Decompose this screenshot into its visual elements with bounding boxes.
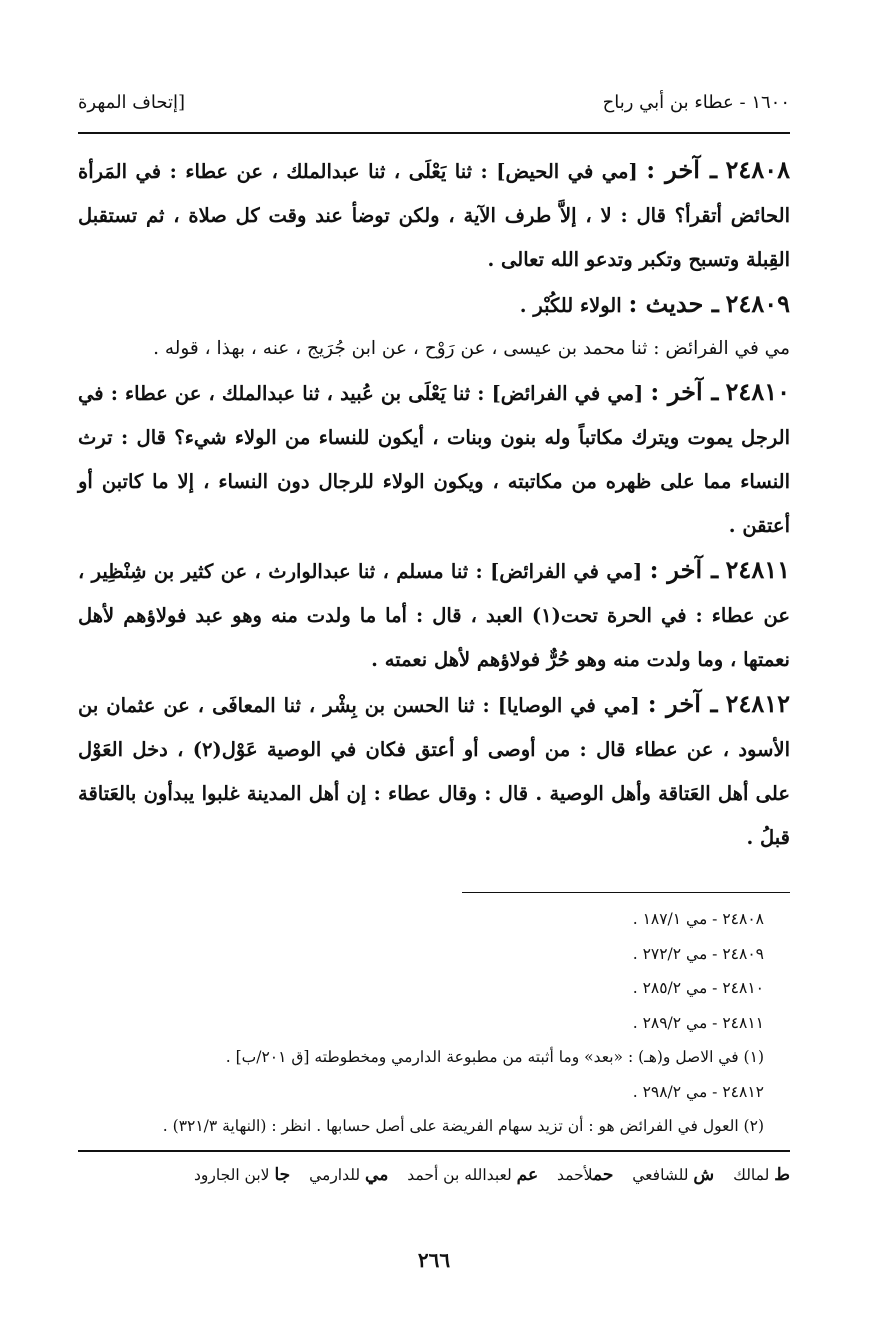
entry-text: [مي في الفرائض] : ثنا مسلم ، ثنا عبدالوارث ، عن كثير بن شِنْظِير ، عن عطاء : في الحرة تحت(١) العبد ، قال : أما ما ولدت منه وهو عبد فولاؤهم لأهل نعمتها ، وما ولدت منه وهو حُرٌّ فولاؤهم لأهل نعمته . [78, 560, 791, 671]
hadith-entry [78, 148, 790, 282]
header-book-title: [إتحاف المهرة [78, 91, 186, 113]
header-rule [78, 132, 790, 134]
sigla-item [309, 1166, 388, 1184]
hadith-entry [78, 328, 790, 370]
entry-kind: ـ آخر : [650, 377, 719, 406]
entry-text: [مي في الوصايا] : ثنا الحسن بن بِشْر ، ثنا المعافَى ، عن عثمان بن الأسود ، عن عطاء قال : من أوصى أو أعتق فكان في الوصية عَوْل(٢) ، دخل العَوْل على أهل العَتاقة وأهل الوصية . قال : وقال عطاء : إن أهل المدينة غلبوا يبدأون بالعَتاقة قبلُ . [78, 694, 790, 849]
header-title: ١٦٠٠ - عطاء بن أبي رباح [602, 91, 790, 113]
sigla-abbr: عم [516, 1165, 539, 1185]
footnotes [78, 902, 790, 1144]
hadith-entry [78, 370, 790, 548]
footnote-line: ٢٤٨٠٩ - مي ٢٧٢/٢ . [632, 944, 764, 963]
sigla-label: لمالك [733, 1166, 770, 1184]
entry-text: الولاء للكُبْر . [519, 294, 629, 317]
page-number: ٢٦٦ [417, 1248, 451, 1272]
document-page [78, 84, 790, 1284]
entry-kind: ـ آخر : [649, 555, 719, 584]
sigla-label: للشافعي [632, 1166, 689, 1184]
sigla-abbr: حم [592, 1165, 614, 1185]
sigla-label: لابن الجارود [194, 1166, 270, 1184]
running-header [78, 84, 790, 120]
sigla-label: لعبدالله بن أحمد [407, 1166, 512, 1184]
footnote-line: ٢٤٨١٢ - مي ٢٩٨/٢ . [632, 1082, 764, 1101]
footnote-line: ٢٤٨١١ - مي ٢٨٩/٢ . [632, 1013, 764, 1032]
footnote-line: ٢٤٨٠٨ - مي ١٨٧/١ . [632, 910, 764, 928]
sigla-abbr: ط [774, 1165, 790, 1185]
entry-number: ٢٤٨١٠ [725, 377, 790, 406]
sigla-item [407, 1166, 538, 1184]
sigla-abbr: مي [365, 1165, 389, 1185]
hadith-entry [78, 548, 790, 682]
sigla-item [194, 1166, 290, 1184]
entry-text: مي في الفرائض : ثنا محمد بن عيسى ، عن رَوْح ، عن ابن جُرَيج ، عنه ، بهذا ، قوله . [153, 338, 790, 359]
hadith-entry [78, 682, 790, 860]
footnote-line: (٢) العول في الفرائض هو : أن تزيد سهام الفريضة على أصل حسابها . انظر : (النهاية ٣٢١/٣) . [162, 1117, 764, 1135]
footnote-line: ٢٤٨١٠ - مي ٢٨٥/٢ . [632, 979, 764, 997]
entry-number: ٢٤٨٠٨ [725, 155, 790, 184]
footnote-rule [462, 892, 790, 893]
sigla-abbr: جا [274, 1165, 291, 1185]
entry-kind: ـ حديث : [628, 289, 719, 318]
footnote-line: (١) في الاصل و(هـ) : «بعد» وما أثبته من مطبوعة الدارمي ومخطوطته [ق ٢٠١/ب] . [225, 1048, 764, 1066]
entry-number: ٢٤٨١٢ [725, 689, 790, 718]
sigla-label: لأحمد [557, 1166, 593, 1184]
sigla-item [733, 1166, 790, 1184]
sigla-item [557, 1166, 613, 1184]
sigla-key [78, 1160, 790, 1190]
hadith-entry [78, 282, 790, 328]
sigla-label: للدارمي [309, 1166, 361, 1184]
bottom-rule [78, 1150, 790, 1152]
sigla-item [632, 1166, 714, 1184]
entry-text: [مي في الفرائض] : ثنا يَعْلَى بن عُبيد ، ثنا عبدالملك ، عن عطاء : في الرجل يموت ويترك مكاتباً وله بنون وبنات ، أيكون للنساء من الولاء شيء؟ قال : ترث النساء مما على ظهره من مكاتبته ، ويكون الولاء للرجال دون النساء ، إلا ما كاتبن أو أعتقن . [78, 382, 790, 537]
main-text [78, 148, 790, 860]
entry-text: [مي في الحيض] : ثنا يَعْلَى ، ثنا عبدالملك ، عن عطاء : في المَرأة الحائض أتقرأ؟ قال : لا ، إلاَّ طرف الآية ، ولكن توضأ عند وقت كل صلاة ، ثم تستقبل القِبلة وتسبح وتكبر وتدعو الله تعالى . [78, 160, 790, 271]
sigla-abbr: ش [693, 1165, 715, 1185]
entry-number: ٢٤٨١١ [725, 555, 790, 584]
entry-number: ٢٤٨٠٩ [725, 289, 790, 318]
entry-kind: ـ آخر : [647, 689, 718, 718]
entry-kind: ـ آخر : [646, 155, 718, 184]
